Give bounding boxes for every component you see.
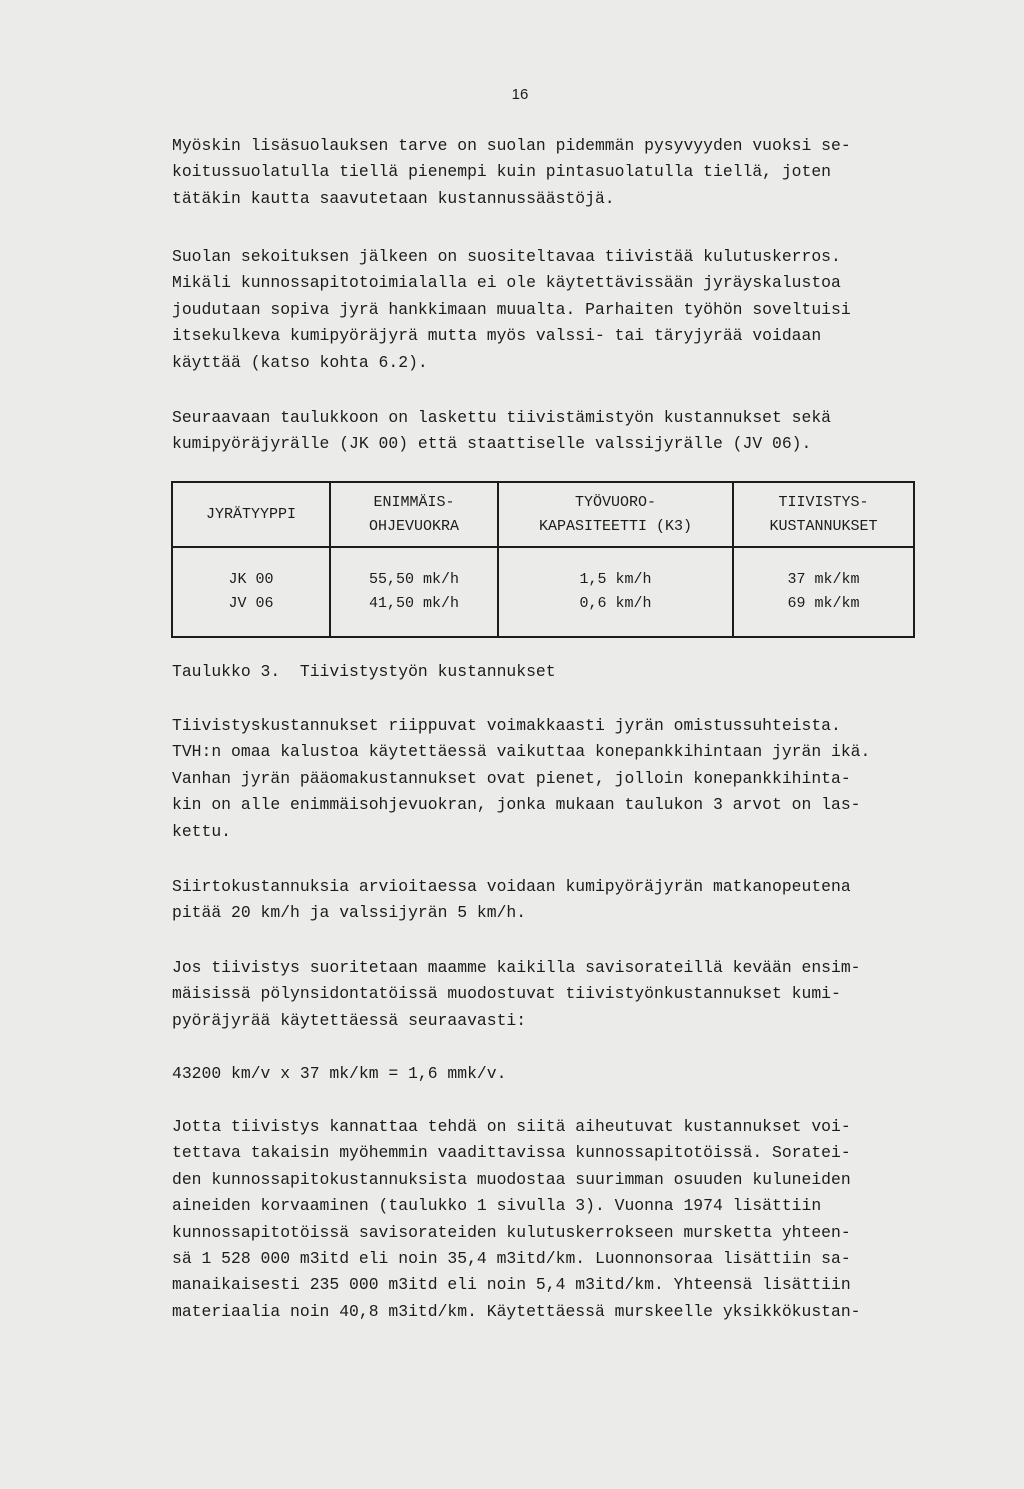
text-line: Suolan sekoituksen jälkeen on suositeltavaa tiivistää kulutuskerros. xyxy=(172,247,841,266)
cell-value: 0,6 km/h xyxy=(579,595,652,612)
text-line: manaikaisesti 235 000 m3itd eli noin 5,4 m3itd/km. Yhteensä lisättiin xyxy=(172,1275,851,1295)
text-line: 43200 km/v x 37 mk/km = 1,6 mmk/v. xyxy=(172,1064,507,1083)
header-text: JYRÄTYYPPI xyxy=(205,505,296,523)
cell-value: JV 06 xyxy=(228,595,274,612)
text-line: Siirtokustannuksia arvioitaessa voidaan kumipyöräjyrän matkanopeutena xyxy=(172,877,851,896)
text-line: kumipyöräjyrälle (JK 00) että staattiselle valssijyrälle (JV 06). xyxy=(172,434,812,454)
header-roller-type xyxy=(172,482,330,547)
text-line: Mikäli kunnossapitotoimialalla ei ole käytettävissään jyräyskalustoa xyxy=(172,273,841,293)
table-row xyxy=(172,547,914,637)
paragraph-cost-dependency xyxy=(172,713,932,845)
text-line: Seuraavaan taulukkoon on laskettu tiivistämistyön kustannukset sekä xyxy=(172,408,832,427)
header-text: OHJEVUOKRA xyxy=(368,517,459,535)
cell-value: 69 mk/km xyxy=(787,595,860,612)
table-header-row xyxy=(172,482,914,547)
cell-compaction-cost xyxy=(733,547,914,637)
compaction-cost-table xyxy=(171,481,915,638)
paragraph-transfer-costs xyxy=(172,874,932,927)
header-shift-capacity xyxy=(498,482,733,547)
text-line: Jotta tiivistys kannattaa tehdä on siitä aiheutuvat kustannukset voi- xyxy=(172,1117,851,1136)
text-line: kin on alle enimmäisohjevuokran, jonka mukaan taulukon 3 arvot on las- xyxy=(172,795,861,815)
text-line: TVH:n omaa kalustoa käytettäessä vaikuttaa konepankkihintaan jyrän ikä. xyxy=(172,742,871,762)
text-line: Vanhan jyrän pääomakustannukset ovat pienet, jolloin konepankkihinta- xyxy=(172,768,851,788)
text-line: Myöskin lisäsuolauksen tarve on suolan pidemmän pysyvyyden vuoksi se- xyxy=(172,136,851,155)
text-line: mäisissä pölynsidontatöissä muodostuvat tiivistyönkustannukset kumi- xyxy=(172,984,841,1004)
text-line: Jos tiivistys suoritetaan maamme kaikilla savisorateillä kevään ensim- xyxy=(172,958,861,977)
header-text: ENIMMÄIS- xyxy=(373,493,455,511)
text-line: kunnossapitotöissä savisorateiden kulutuskerrokseen mursketta yhteen- xyxy=(172,1222,851,1242)
cell-value: 1,5 km/h xyxy=(579,571,652,588)
header-text: KUSTANNUKSET xyxy=(769,517,878,535)
header-text: TIIVISTYS- xyxy=(778,493,869,511)
cell-max-rent xyxy=(330,547,498,637)
header-compaction-cost xyxy=(733,482,914,547)
paragraph-formula xyxy=(172,1061,932,1087)
cell-value: 55,50 mk/h xyxy=(368,571,459,588)
text-line: Tiivistyskustannukset riippuvat voimakkaasti jyrän omistussuhteista. xyxy=(172,716,841,735)
paragraph-total-compaction xyxy=(172,955,932,1034)
cell-value: JK 00 xyxy=(228,571,274,588)
text-line: tätäkin kautta saavutetaan kustannussäästöjä. xyxy=(172,188,615,208)
cell-value: 41,50 mk/h xyxy=(368,595,459,612)
text-line: itsekulkeva kumipyöräjyrä mutta myös valssi- tai täryjyrää voidaan xyxy=(172,326,822,346)
text-line: pyöräjyrää käytettäessä seuraavasti: xyxy=(172,1010,527,1030)
paragraph-compaction xyxy=(172,244,932,376)
text-line: käyttää (katso kohta 6.2). xyxy=(172,352,428,372)
cell-value: 37 mk/km xyxy=(787,571,860,588)
cell-shift-capacity xyxy=(498,547,733,637)
paragraph-justification xyxy=(172,1114,932,1325)
cell-roller-type xyxy=(172,547,330,637)
table-caption: Taulukko 3. Tiivistystyön kustannukset xyxy=(172,662,556,681)
text-line: joudutaan sopiva jyrä hankkimaan muualta. Parhaiten työhön soveltuisi xyxy=(172,299,851,319)
header-text: TYÖVUORO- xyxy=(574,493,656,511)
text-line: kettu. xyxy=(172,821,232,841)
paragraph-table-intro xyxy=(172,405,932,458)
header-max-rent xyxy=(330,482,498,547)
header-text: KAPASITEETTI (K3) xyxy=(538,517,693,535)
text-line: pitää 20 km/h ja valssijyrän 5 km/h. xyxy=(172,903,527,923)
paragraph-additional-salting xyxy=(172,133,932,212)
text-line: tettava takaisin myöhemmin vaadittavissa kunnossapitotöissä. Soratei- xyxy=(172,1143,851,1163)
text-line: sä 1 528 000 m3itd eli noin 35,4 m3itd/km. Luonnonsoraa lisättiin sa- xyxy=(172,1249,851,1269)
text-line: den kunnossapitokustannuksista muodostaa suurimman osuuden kuluneiden xyxy=(172,1169,851,1189)
page-number: 16 xyxy=(511,86,529,103)
text-line: materiaalia noin 40,8 m3itd/km. Käytettäessä murskeelle yksikkökustan- xyxy=(172,1301,861,1321)
text-line: koitussuolatulla tiellä pienempi kuin pintasuolatulla tiellä, joten xyxy=(172,162,832,182)
text-line: aineiden korvaaminen (taulukko 1 sivulla 3). Vuonna 1974 lisättiin xyxy=(172,1196,822,1216)
